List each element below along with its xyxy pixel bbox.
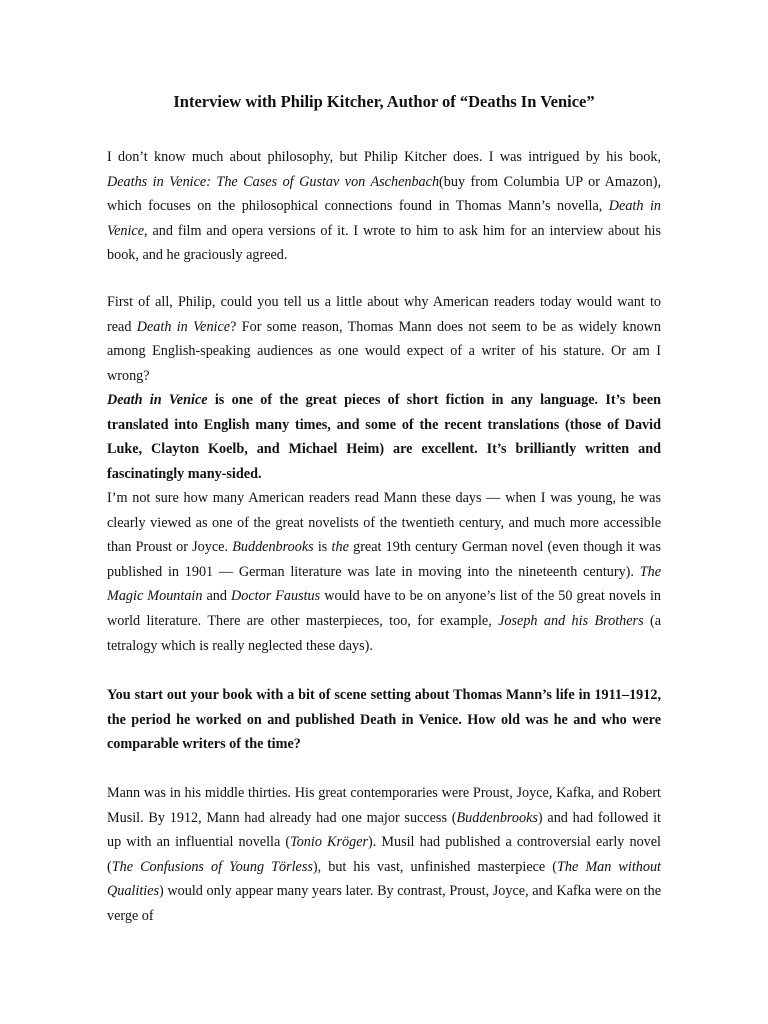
text-run: would have to be on anyone’s list of the 50 great novels in world literature. There are other masterpieces, too, for example, bbox=[107, 588, 661, 629]
intro-paragraph bbox=[107, 145, 661, 268]
body-paragraph bbox=[107, 486, 661, 658]
book-title: The Confusions of Young Törless bbox=[111, 858, 313, 875]
document-title: Interview with Philip Kitcher, Author of “Deaths In Venice” bbox=[173, 92, 595, 111]
text-run: You start out your book with a bit of scene setting about Thomas Mann’s life in 1911–1912, the period he worked on and published Death in Venice. How old was he and who were comparable writers of the time? bbox=[107, 687, 661, 753]
novella-title: Death in Venice bbox=[107, 392, 208, 408]
book-title: The Man without Qualities bbox=[107, 858, 661, 900]
novella-title: Death in Venice bbox=[107, 198, 661, 239]
text-run: great 19th century German novel (even though it was published in 1901 — German literature was late in moving into the nineteenth century). bbox=[107, 539, 661, 580]
text-run: ). Musil had published a controversial early novel ( bbox=[107, 834, 661, 875]
text-run: and bbox=[202, 588, 232, 605]
text-run: ) would only appear many years later. By contrast, Proust, Joyce, and Kafka were on the verge of bbox=[107, 883, 661, 924]
text-run: (buy from Columbia UP or Amazon), which focuses on the philosophical connections found in Thomas Mann’s novella, bbox=[107, 173, 661, 215]
book-title: Buddenbrooks bbox=[456, 809, 538, 826]
text-run: First of all, Philip, could you tell us a little about why American readers today would want to read bbox=[107, 294, 661, 335]
text-run: Mann was in his middle thirties. His great contemporaries were Proust, Joyce, Kafka, and Robert Musil. By 1912, Mann had already had one major success ( bbox=[107, 785, 661, 826]
text-run: ), but his vast, unfinished masterpiece ( bbox=[312, 858, 557, 875]
book-title: Buddenbrooks bbox=[232, 539, 314, 556]
answer-paragraph bbox=[107, 781, 661, 929]
text-run: is one of the great pieces of short fiction in any language. It’s been translated into English many times, and some of the recent translations (those of David Luke, Clayton Koelb, and Michael Heim) are excellent. It’s brilliantly written and fascinatingly many-sided. bbox=[107, 392, 661, 482]
text-run: I’m not sure how many American readers read Mann these days — when I was young, he was clearly viewed as one of the great novelists of the twentieth century, and much more accessible than Proust or Joyce. bbox=[107, 490, 661, 556]
book-title: The Magic Mountain bbox=[107, 563, 661, 605]
book-title: Deaths in Venice: The Cases of Gustav von Aschenbach bbox=[107, 173, 440, 190]
book-title: Joseph and his Brothers bbox=[498, 612, 644, 629]
text-run: ) and had followed it up with an influential novella ( bbox=[107, 809, 661, 851]
novella-title: Death in Venice bbox=[136, 318, 231, 335]
question-paragraph bbox=[107, 290, 661, 388]
text-run: is bbox=[313, 539, 332, 556]
emphasis: the bbox=[331, 539, 349, 556]
question-paragraph bbox=[107, 683, 661, 757]
text-run: (a tetralogy which is really neglected these days). bbox=[107, 612, 661, 654]
text-run: ? For some reason, Thomas Mann does not seem to be as widely known among English-speaking audiences as one would expect of a writer of his stature. Or am I wrong? bbox=[107, 318, 661, 384]
book-title: Doctor Faustus bbox=[231, 588, 321, 605]
book-title: Tonio Kröger bbox=[290, 834, 369, 851]
text-run: I don’t know much about philosophy, but Philip Kitcher does. I was intrigued by his book, bbox=[107, 149, 661, 165]
text-run: , and film and opera versions of it. I wrote to him to ask him for an interview about his book, and he graciously agreed. bbox=[107, 222, 661, 264]
answer-paragraph bbox=[107, 388, 661, 486]
